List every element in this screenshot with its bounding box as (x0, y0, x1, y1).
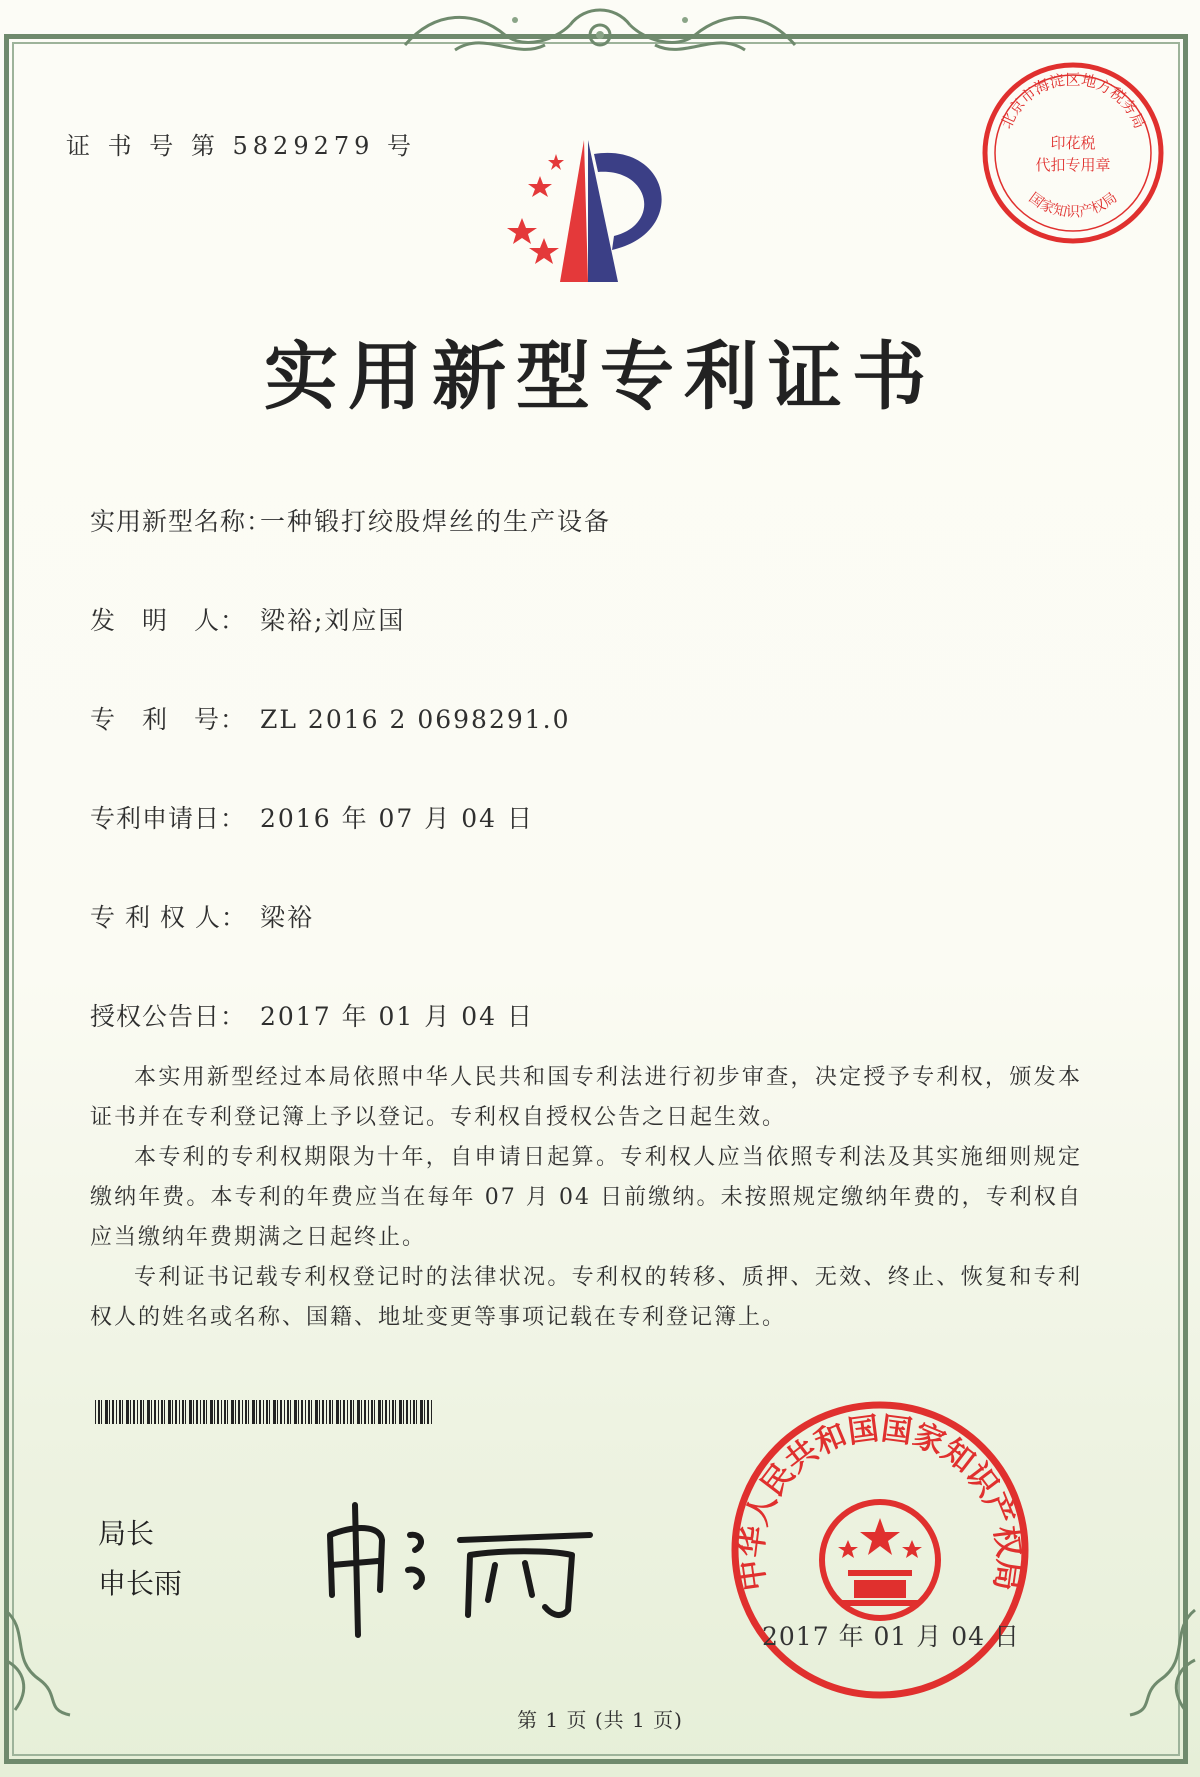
seal-date: 2017 年 01 月 04 日 (762, 1622, 1020, 1651)
field-patentee-label: 专 利 权 人： (90, 903, 247, 932)
corner-ornament-left (0, 1600, 90, 1720)
field-name-value: 一种锻打绞股焊丝的生产设备 (260, 507, 612, 536)
body-paragraph-1: 本实用新型经过本局依照中华人民共和国专利法进行初步审查，决定授予专利权，颁发本证书并在专利登记簿上予以登记。专利权自授权公告之日起生效。 (90, 1065, 1082, 1130)
field-name (90, 502, 611, 538)
field-name-label: 实用新型名称： (90, 507, 273, 536)
field-patent-no (90, 700, 571, 736)
director-title: 局长 (98, 1517, 155, 1550)
field-patentee (90, 898, 314, 934)
field-patent-no-label: 专 利 号： (90, 705, 247, 734)
certificate-title: 实用新型专利证书 (264, 334, 936, 420)
field-grant-date-label: 授权公告日： (90, 1002, 247, 1031)
svg-text:北京市海淀区地方税务局 (997, 70, 1149, 131)
field-filing-date (90, 799, 534, 835)
tax-seal-bottom-text: 国家知识产权局 (1025, 189, 1121, 221)
field-patentee-value: 梁裕 (260, 903, 315, 932)
field-inventor (90, 601, 405, 637)
body-paragraph-3: 专利证书记载专利权登记时的法律状况。专利权的转移、质押、无效、终止、恢复和专利权人的姓名或名称、国籍、地址变更等事项记载在专利登记簿上。 (90, 1265, 1082, 1330)
field-inventor-value: 梁裕;刘应国 (260, 606, 406, 635)
svg-text:国家知识产权局 (1026, 190, 1121, 221)
tax-seal-center1: 印花税 (1050, 134, 1096, 152)
national-ipa-seal (730, 1400, 1030, 1700)
director-name: 申长雨 (98, 1567, 183, 1600)
tax-seal-arc-text: 北京市海淀区地方税务局 (997, 70, 1149, 132)
tax-bureau-seal (980, 60, 1166, 246)
tax-seal-center2: 代扣专用章 (1035, 156, 1111, 174)
certificate-number: 证 书 号 第 5829279 号 (66, 132, 417, 160)
page-number: 第 1 页 (共 1 页) (517, 1708, 683, 1732)
top-ornament (395, 0, 805, 70)
national-emblem (822, 1502, 938, 1618)
corner-ornament-right (1110, 1600, 1200, 1720)
field-filing-date-label: 专利申请日： (90, 804, 247, 833)
barcode (95, 1400, 435, 1424)
field-grant-date-value: 2017 年 01 月 04 日 (260, 1002, 534, 1031)
field-inventor-label: 发 明 人： (90, 606, 247, 635)
field-patent-no-value: ZL 2016 2 0698291.0 (260, 705, 571, 734)
body-paragraph-2: 本专利的专利权期限为十年，自申请日起算。专利权人应当依照专利法及其实施细则规定缴纳年费。本专利的年费应当在每年 07 月 04 日前缴纳。未按照规定缴纳年费的，专利权自应当缴纳年费期满之日起终止。 (90, 1145, 1082, 1250)
field-filing-date-value: 2016 年 07 月 04 日 (260, 804, 534, 833)
director-signature (310, 1495, 610, 1645)
certificate-body (90, 1058, 1082, 1338)
field-grant-date (90, 997, 534, 1033)
patent-office-logo (490, 132, 710, 292)
seal-arc-text: 中华人民共和国国家知识产权局 (733, 1410, 1027, 1593)
